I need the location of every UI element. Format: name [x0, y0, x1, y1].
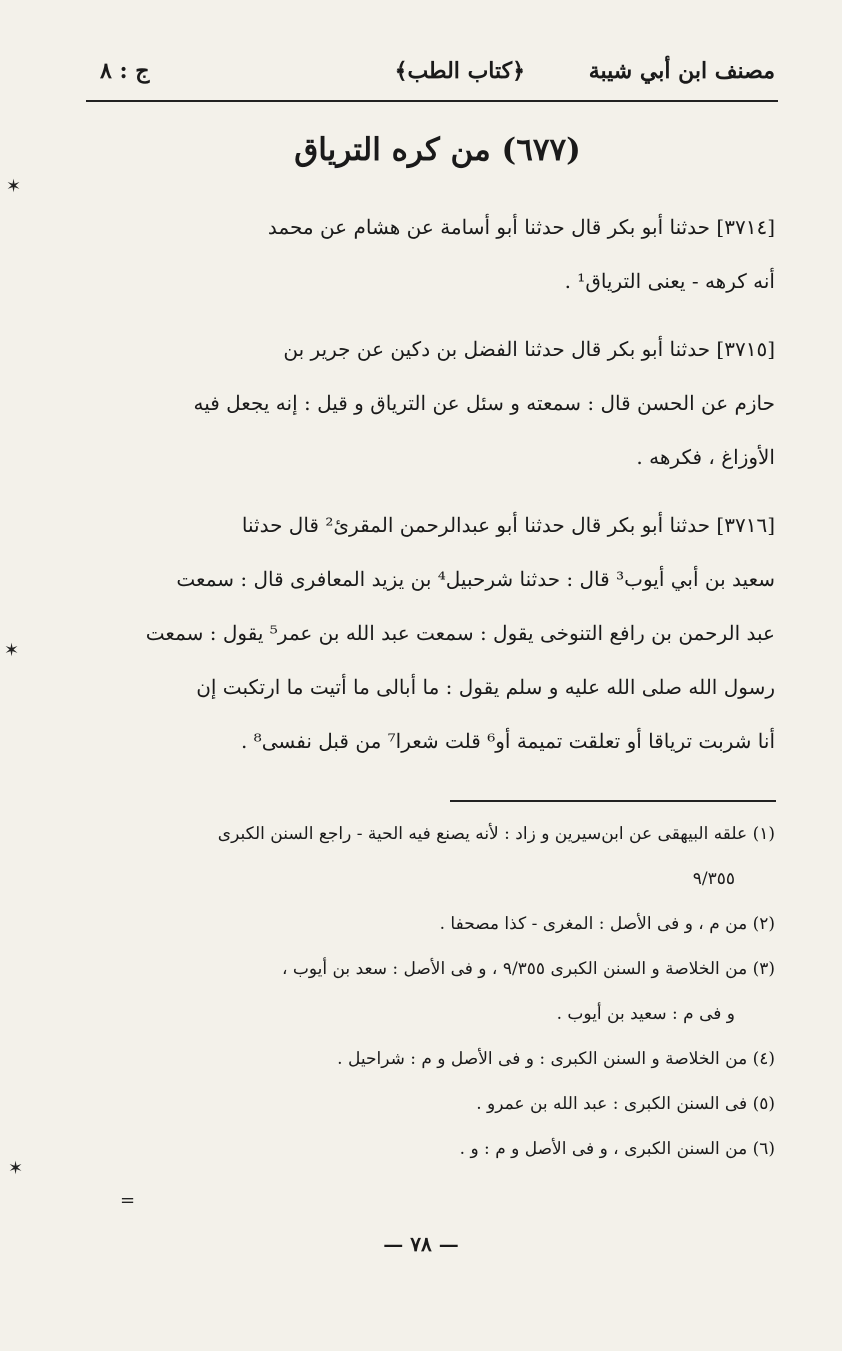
footnote: (٤) من الخلاصة و السنن الكبرى : و فى الأصل و م : شراحيل .	[337, 1049, 775, 1069]
margin-mark-icon: ✶	[8, 1158, 24, 1179]
text-line: أنه كرهه - يعنى الترياق¹ .	[564, 269, 775, 293]
running-header	[100, 58, 775, 100]
chapter-title: (٦٧٧) من كره الترياق	[294, 132, 581, 168]
main-text	[100, 200, 775, 782]
volume-number: ج : ٨	[100, 58, 150, 84]
text-line: أنا شربت ترياقا أو تعلقت تميمة أو⁶ قلت شعرا⁷ من قبل نفسى⁸ .	[240, 729, 775, 753]
hadith-paragraph	[100, 322, 775, 484]
footnote: (٢) من م ، و فى الأصل : المغرى - كذا مصحفا .	[439, 914, 775, 934]
text-line: [٣٧١٦] حدثنا أبو بكر قال حدثنا أبو عبدالرحمن المقرئ² قال حدثنا	[241, 513, 775, 537]
text-line: حازم عن الحسن قال : سمعته و سئل عن الترياق و قيل : إنه يجعل فيه	[193, 391, 775, 415]
text-line: سعيد بن أبي أيوب³ قال : حدثنا شرحبيل⁴ بن يزيد المعافرى قال : سمعت	[176, 567, 775, 591]
footnotes	[100, 812, 775, 1172]
header-rule	[86, 100, 778, 102]
text-line: [٣٧١٤] حدثنا أبو بكر قال حدثنا أبو أسامة عن هشام عن محمد	[267, 215, 775, 239]
footnote: ٩/٣٥٥	[692, 869, 735, 889]
footnote: (١) علقه البيهقى عن ابن‌سيرين و زاد : لأنه يصنع فيه الحية - راجع السنن الكبرى	[217, 824, 775, 844]
footnote: (٣) من الخلاصة و السنن الكبرى ٩/٣٥٥ ، و فى الأصل : سعد بن أيوب ،	[281, 959, 775, 979]
text-line: رسول الله صلى الله عليه و سلم يقول : ما أبالى ما أتيت ما ارتكبت إن	[196, 675, 775, 699]
text-line: عبد الرحمن بن رافع التنوخى يقول : سمعت عبد الله بن عمر⁵ يقول : سمعت	[145, 621, 775, 645]
book-title: مصنف ابن أبي شيبة	[588, 58, 775, 84]
text-line: [٣٧١٥] حدثنا أبو بكر قال حدثنا الفضل بن دكين عن جرير بن	[283, 337, 775, 361]
section-title: ﴿كتاب الطب﴾	[394, 58, 525, 84]
margin-mark-icon: =	[120, 1190, 136, 1211]
hadith-paragraph	[100, 498, 775, 768]
margin-mark-icon: ✶	[6, 176, 22, 197]
footnote: (٦) من السنن الكبرى ، و فى الأصل و م : و .	[459, 1139, 775, 1159]
footnote: و فى م : سعيد بن أيوب .	[556, 1004, 735, 1024]
footnote: (٥) فى السنن الكبرى : عبد الله بن عمرو .	[476, 1094, 775, 1114]
hadith-paragraph	[100, 200, 775, 308]
page-number: — ٧٨ —	[383, 1232, 459, 1256]
margin-mark-icon: ✶	[4, 640, 20, 661]
text-line: الأوزاغ ، فكرهه .	[636, 445, 775, 469]
footnote-rule	[450, 800, 776, 802]
